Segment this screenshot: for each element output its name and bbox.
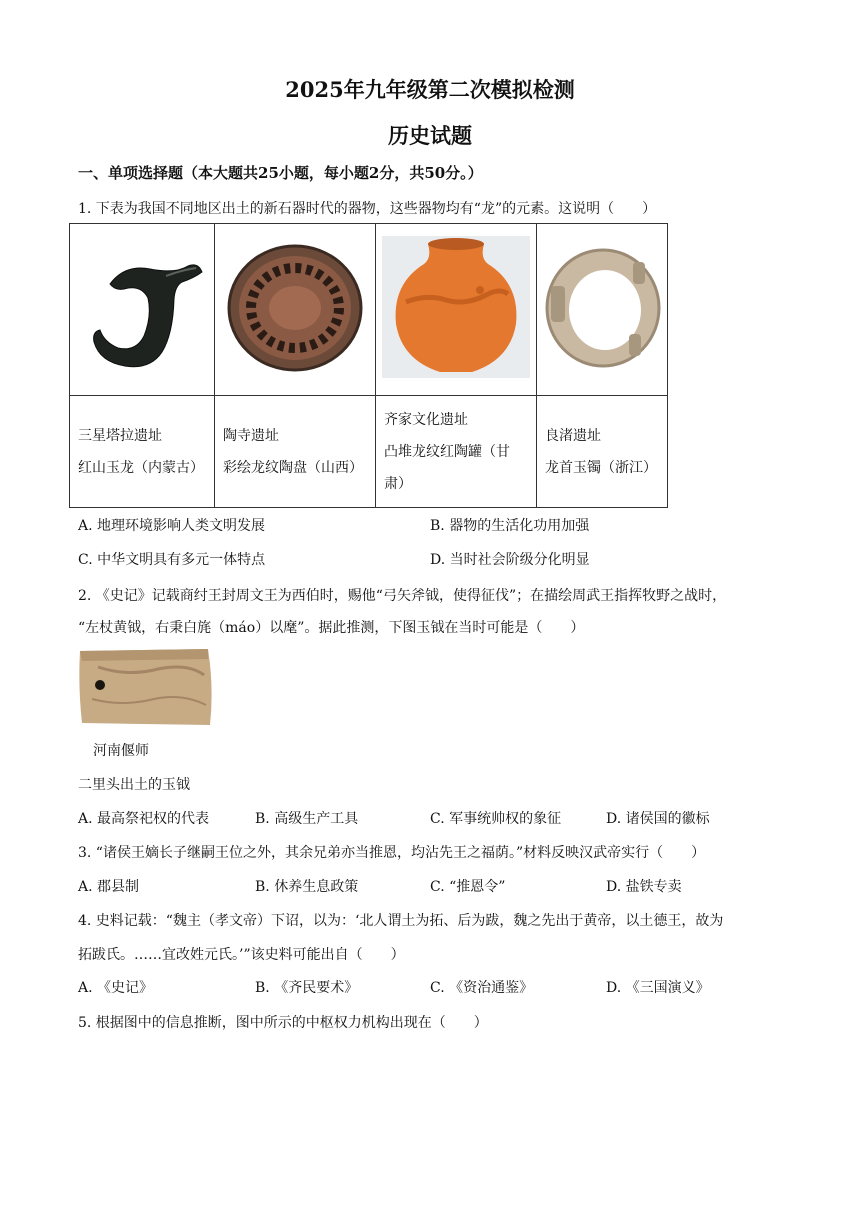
jade-dragon-icon [70, 224, 214, 391]
q2-figure-caption-line1: 河南偃师 [93, 743, 149, 759]
q1-option-d[interactable]: D. 当时社会阶级分化明显 [430, 552, 590, 568]
exam-subtitle: 历史试题 [388, 123, 472, 148]
q1-option-c[interactable]: C. 中华文明具有多元一体特点 [78, 552, 266, 568]
q4-option-d[interactable]: D. 《三国演义》 [606, 980, 710, 996]
relic-image-cell [376, 224, 537, 396]
jade-axe-icon [78, 647, 215, 727]
relics-table [69, 223, 668, 508]
q4-stem-line1: 4. 史料记载：“魏主（孝文帝）下诏，以为：‘北人谓土为拓、后为跋，魏之先出于黄帝，以土德王，故为 [78, 913, 724, 929]
relic-image-cell [537, 224, 668, 396]
q2-option-a[interactable]: A. 最高祭祀权的代表 [78, 811, 210, 827]
q3-stem: 3. “诸侯王嫡长子继嗣王位之外，其余兄弟亦当推恩，均沾先王之福荫。”材料反映汉武帝实行（ ） [78, 845, 706, 861]
q1-stem: 1. 下表为我国不同地区出土的新石器时代的器物，这些器物均有“龙”的元素。这说明（ ） [78, 201, 657, 217]
relic-image-cell [70, 224, 215, 396]
q2-stem-line2: “左杖黄钺，右秉白旄（máo）以麾”。据此推测，下图玉钺在当时可能是（ ） [78, 620, 585, 636]
q3-option-d[interactable]: D. 盐铁专卖 [606, 879, 682, 895]
q2-figure-caption-line2: 二里头出土的玉钺 [78, 777, 190, 793]
q2-option-d[interactable]: D. 诸侯国的徽标 [606, 811, 710, 827]
q3-option-a[interactable]: A. 郡县制 [78, 879, 140, 895]
painted-plate-icon [215, 224, 375, 391]
exam-title: 2025年九年级第二次模拟检测 [285, 77, 575, 102]
q4-option-b[interactable]: B. 《齐民要术》 [255, 980, 359, 996]
q4-stem-line2: 拓跋氏。……宜改姓元氏。’”该史料可能出自（ ） [78, 947, 405, 963]
relic-caption: 陶寺遗址 彩绘龙纹陶盘（山西） [215, 396, 376, 508]
relic-image-cell [215, 224, 376, 396]
q1-option-b[interactable]: B. 器物的生活化功用加强 [430, 518, 590, 534]
q4-option-a[interactable]: A. 《史记》 [78, 980, 154, 996]
relic-caption: 齐家文化遗址 凸堆龙纹红陶罐（甘 肃） [376, 396, 537, 508]
q1-option-a[interactable]: A. 地理环境影响人类文明发展 [78, 518, 266, 534]
relic-caption: 良渚遗址 龙首玉镯（浙江） [537, 396, 668, 508]
q2-option-c[interactable]: C. 军事统帅权的象征 [430, 811, 562, 827]
jade-bracelet-icon [537, 224, 667, 391]
relic-caption: 三星塔拉遗址 红山玉龙（内蒙古） [70, 396, 215, 508]
q3-option-b[interactable]: B. 休养生息政策 [255, 879, 359, 895]
q2-option-b[interactable]: B. 高级生产工具 [255, 811, 359, 827]
q2-stem-line1: 2. 《史记》记载商纣王封周文王为西伯时，赐他“弓矢斧钺，使得征伐”；在描绘周武王指挥牧野之战时， [78, 588, 727, 604]
red-pottery-jar-icon [376, 224, 536, 391]
section-heading: 一、单项选择题（本大题共25小题，每小题2分，共50分。） [78, 164, 483, 182]
q4-option-c[interactable]: C. 《资治通鉴》 [430, 980, 534, 996]
q5-stem: 5. 根据图中的信息推断，图中所示的中枢权力机构出现在（ ） [78, 1015, 488, 1031]
q3-option-c[interactable]: C. “推恩令” [430, 879, 506, 895]
